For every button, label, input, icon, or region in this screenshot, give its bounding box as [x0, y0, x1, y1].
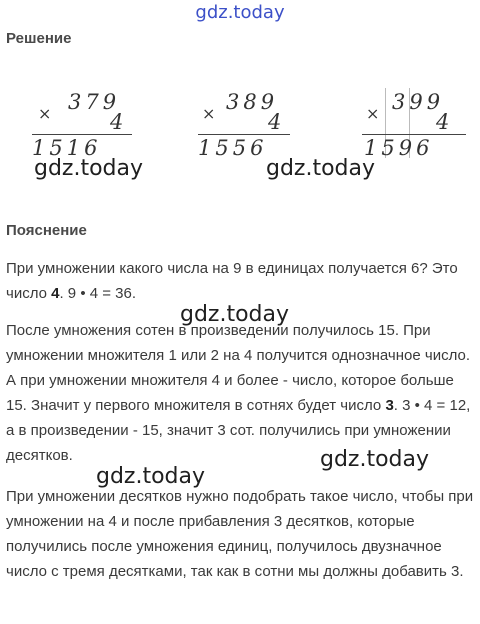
- paragraph-2: После умножения сотен в произведении получилось 15. При умножении множителя 1 или 2 на 4 получится однозначное число. А при умножении множителя 4 и более - число, которое больше 15. Значит у первого множителя в сотнях будет число 3. 3 • 4 = 12, а в произведении - 15, значит 3 сот. получились при умножении десятков.: [6, 322, 471, 464]
- multiplicand: 379: [68, 90, 121, 114]
- watermark: gdz.today: [180, 302, 290, 327]
- solution-heading: Решение: [6, 30, 72, 47]
- product: 1556: [198, 136, 268, 160]
- result-line: [32, 134, 132, 135]
- multiplicand: 389: [226, 90, 279, 114]
- watermark: gdz.today: [320, 447, 430, 472]
- explanation-heading: Пояснение: [6, 222, 87, 239]
- multiply-sign: ×: [202, 104, 220, 123]
- multiply-sign: ×: [38, 104, 56, 123]
- product: 1516: [32, 136, 102, 160]
- multiplier: 4: [436, 110, 454, 134]
- paragraph-3: При умножении десятков нужно подобрать такое число, чтобы при умножении на 4 и после прибавления 3 десятков, которые получились после умножения единиц, получилось двузначное число с тремя десятками, так как в сотни мы должны добавить 3.: [6, 488, 474, 580]
- multiplication-3: [362, 88, 474, 163]
- multiplication-1: [30, 88, 140, 163]
- multiplier: 4: [110, 110, 128, 134]
- watermark: gdz.today: [34, 156, 144, 181]
- multiplication-2: [198, 88, 308, 163]
- watermark: gdz.today: [266, 156, 376, 181]
- multiplicand: 399: [392, 90, 445, 114]
- watermark: gdz.today: [96, 464, 206, 489]
- multiply-sign: ×: [366, 104, 384, 123]
- multiplier: 4: [268, 110, 286, 134]
- paragraph-1: При умножении какого числа на 9 в единицах получается 6? Это число 4. 9 • 4 = 36.: [6, 260, 458, 302]
- watermark-top: gdz.today: [195, 2, 285, 23]
- product: 1596: [364, 136, 434, 160]
- result-line: [198, 134, 290, 135]
- result-line: [362, 134, 466, 135]
